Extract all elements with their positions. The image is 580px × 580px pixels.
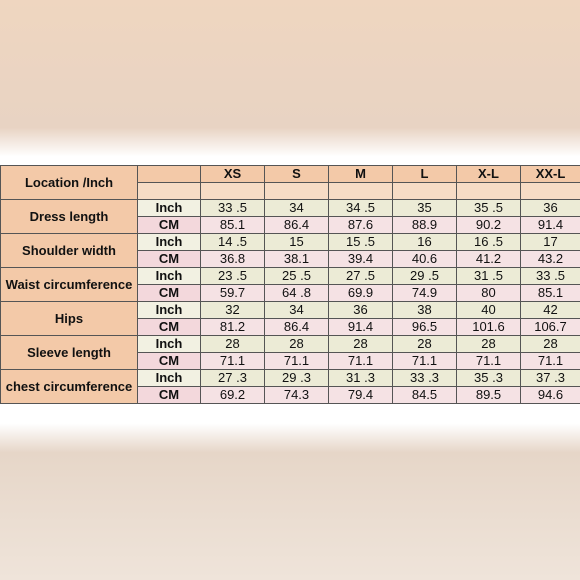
header-sub-cell [329, 183, 393, 200]
header-sub-cell [521, 183, 580, 200]
size-header: X-L [457, 166, 521, 183]
size-chart-body [1, 166, 580, 404]
measurement-value: 32 [201, 302, 265, 319]
size-header: S [265, 166, 329, 183]
measurement-value: 71.1 [521, 353, 580, 370]
unit-label: CM [138, 285, 201, 302]
measurement-label: Sleeve length [1, 336, 138, 370]
unit-label: CM [138, 387, 201, 404]
measurement-value: 28 [457, 336, 521, 353]
measurement-row-inch [1, 370, 580, 387]
measurement-value: 28 [521, 336, 580, 353]
measurement-value: 86.4 [265, 217, 329, 234]
measurement-value: 71.1 [393, 353, 457, 370]
header-sub-cell [457, 183, 521, 200]
measurement-value: 79.4 [329, 387, 393, 404]
measurement-value: 35 .3 [457, 370, 521, 387]
measurement-value: 40.6 [393, 251, 457, 268]
measurement-value: 69.2 [201, 387, 265, 404]
size-header: XX-L [521, 166, 580, 183]
measurement-value: 101.6 [457, 319, 521, 336]
measurement-value: 35 .5 [457, 200, 521, 217]
measurement-value: 34 .5 [329, 200, 393, 217]
measurement-value: 86.4 [265, 319, 329, 336]
measurement-value: 38.1 [265, 251, 329, 268]
measurement-value: 89.5 [457, 387, 521, 404]
measurement-value: 28 [393, 336, 457, 353]
measurement-row-inch [1, 200, 580, 217]
measurement-label: chest circumference [1, 370, 138, 404]
size-header: L [393, 166, 457, 183]
measurement-value: 14 .5 [201, 234, 265, 251]
measurement-value: 71.1 [265, 353, 329, 370]
measurement-value: 40 [457, 302, 521, 319]
header-sub-cell [201, 183, 265, 200]
measurement-value: 36 [329, 302, 393, 319]
measurement-value: 33 .5 [201, 200, 265, 217]
measurement-value: 59.7 [201, 285, 265, 302]
measurement-value: 43.2 [521, 251, 580, 268]
measurement-value: 69.9 [329, 285, 393, 302]
header-blank-cell [138, 166, 201, 183]
measurement-value: 85.1 [521, 285, 580, 302]
measurement-value: 71.1 [201, 353, 265, 370]
unit-label: CM [138, 353, 201, 370]
measurement-value: 81.2 [201, 319, 265, 336]
size-chart-sheet [0, 157, 580, 422]
measurement-value: 106.7 [521, 319, 580, 336]
measurement-value: 27 .5 [329, 268, 393, 285]
measurement-value: 36 [521, 200, 580, 217]
measurement-value: 28 [265, 336, 329, 353]
measurement-value: 74.9 [393, 285, 457, 302]
measurement-value: 23 .5 [201, 268, 265, 285]
unit-label: CM [138, 319, 201, 336]
measurement-value: 71.1 [329, 353, 393, 370]
size-chart-table [0, 165, 580, 404]
measurement-value: 91.4 [521, 217, 580, 234]
measurement-value: 31 .3 [329, 370, 393, 387]
measurement-value: 29 .5 [393, 268, 457, 285]
measurement-value: 28 [329, 336, 393, 353]
measurement-value: 71.1 [457, 353, 521, 370]
measurement-value: 16 [393, 234, 457, 251]
unit-label: Inch [138, 302, 201, 319]
unit-label: Inch [138, 370, 201, 387]
measurement-value: 37 .3 [521, 370, 580, 387]
header-sub-cell [138, 183, 201, 200]
measurement-value: 84.5 [393, 387, 457, 404]
measurement-label: Shoulder width [1, 234, 138, 268]
measurement-value: 36.8 [201, 251, 265, 268]
measurement-value: 15 .5 [329, 234, 393, 251]
location-header: Location /Inch [1, 166, 138, 200]
measurement-row-inch [1, 268, 580, 285]
size-header: M [329, 166, 393, 183]
measurement-value: 28 [201, 336, 265, 353]
measurement-label: Hips [1, 302, 138, 336]
measurement-value: 25 .5 [265, 268, 329, 285]
measurement-value: 34 [265, 200, 329, 217]
measurement-row-inch [1, 234, 580, 251]
unit-label: Inch [138, 336, 201, 353]
measurement-value: 17 [521, 234, 580, 251]
measurement-value: 33 .5 [521, 268, 580, 285]
unit-label: Inch [138, 234, 201, 251]
measurement-value: 64 .8 [265, 285, 329, 302]
measurement-value: 88.9 [393, 217, 457, 234]
measurement-value: 33 .3 [393, 370, 457, 387]
unit-label: Inch [138, 200, 201, 217]
measurement-value: 74.3 [265, 387, 329, 404]
measurement-row-inch [1, 302, 580, 319]
measurement-value: 94.6 [521, 387, 580, 404]
measurement-value: 42 [521, 302, 580, 319]
measurement-value: 91.4 [329, 319, 393, 336]
header-row [1, 166, 580, 183]
measurement-value: 80 [457, 285, 521, 302]
measurement-row-inch [1, 336, 580, 353]
measurement-value: 39.4 [329, 251, 393, 268]
measurement-value: 90.2 [457, 217, 521, 234]
measurement-label: Dress length [1, 200, 138, 234]
measurement-label: Waist circumference [1, 268, 138, 302]
header-sub-cell [393, 183, 457, 200]
unit-label: CM [138, 251, 201, 268]
unit-label: Inch [138, 268, 201, 285]
measurement-value: 96.5 [393, 319, 457, 336]
measurement-value: 15 [265, 234, 329, 251]
measurement-value: 29 .3 [265, 370, 329, 387]
measurement-value: 27 .3 [201, 370, 265, 387]
header-sub-cell [265, 183, 329, 200]
measurement-value: 85.1 [201, 217, 265, 234]
measurement-value: 87.6 [329, 217, 393, 234]
measurement-value: 31 .5 [457, 268, 521, 285]
measurement-value: 41.2 [457, 251, 521, 268]
unit-label: CM [138, 217, 201, 234]
size-header: XS [201, 166, 265, 183]
measurement-value: 16 .5 [457, 234, 521, 251]
measurement-value: 34 [265, 302, 329, 319]
measurement-value: 35 [393, 200, 457, 217]
measurement-value: 38 [393, 302, 457, 319]
